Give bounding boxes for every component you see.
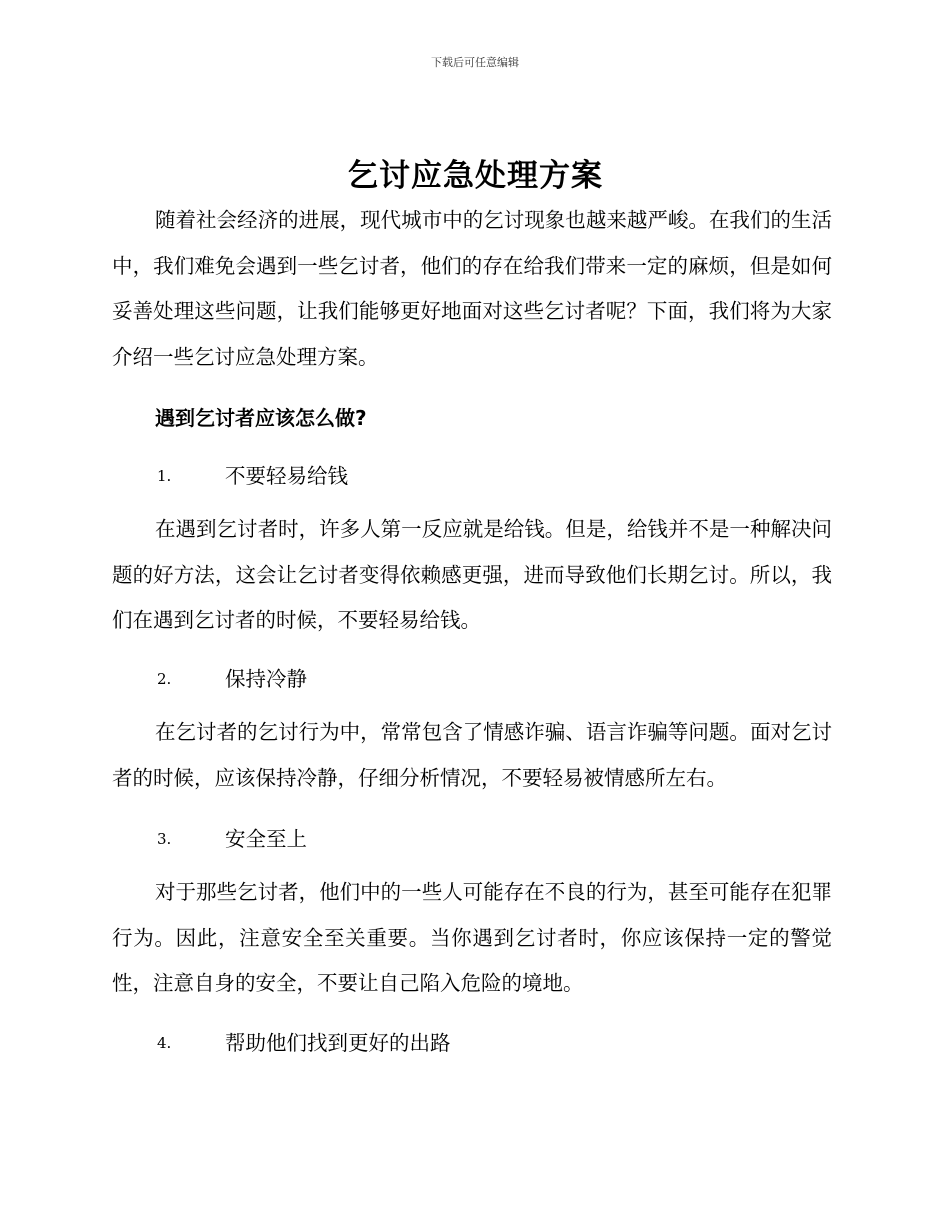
list-number: 1. [157, 467, 172, 485]
list-number: 4. [157, 1034, 172, 1052]
header-note: 下载后可任意编辑 [431, 56, 519, 69]
list-item-4 [157, 1026, 757, 1056]
page-title: 乞讨应急处理方案 [347, 158, 603, 194]
list-item-title: 保持冷静 [225, 667, 307, 691]
list-item-3 [157, 822, 757, 852]
list-item-2 [157, 662, 757, 692]
list-number: 2. [157, 670, 172, 688]
item-1-paragraph: 在遇到乞讨者时，许多人第一反应就是给钱。但是，给钱并不是一种解决问题的好方法，这会让乞讨者变得依赖感更强，进而导致他们长期乞讨。所以，我们在遇到乞讨者的时候，不要轻易给钱。 [112, 517, 832, 632]
list-item-title: 帮助他们找到更好的出路 [225, 1031, 451, 1055]
list-item-title: 安全至上 [225, 827, 307, 851]
list-number: 3. [157, 830, 172, 848]
list-item-title: 不要轻易给钱 [225, 464, 348, 488]
list-item-1 [157, 459, 757, 489]
section-heading: 遇到乞讨者应该怎么做? [155, 406, 367, 430]
item-2-paragraph: 在乞讨者的乞讨行为中，常常包含了情感诈骗、语言诈骗等问题。面对乞讨者的时候，应该保持冷静，仔细分析情况，不要轻易被情感所左右。 [112, 720, 832, 790]
intro-paragraph: 随着社会经济的进展，现代城市中的乞讨现象也越来越严峻。在我们的生活中，我们难免会遇到一些乞讨者，他们的存在给我们带来一定的麻烦，但是如何妥善处理这些问题，让我们能够更好地面对这些乞讨者呢？下面，我们将为大家介绍一些乞讨应急处理方案。 [112, 208, 832, 369]
item-3-paragraph: 对于那些乞讨者，他们中的一些人可能存在不良的行为，甚至可能存在犯罪行为。因此，注意安全至关重要。当你遇到乞讨者时，你应该保持一定的警觉性，注意自身的安全，不要让自己陷入危险的境地。 [112, 880, 832, 995]
